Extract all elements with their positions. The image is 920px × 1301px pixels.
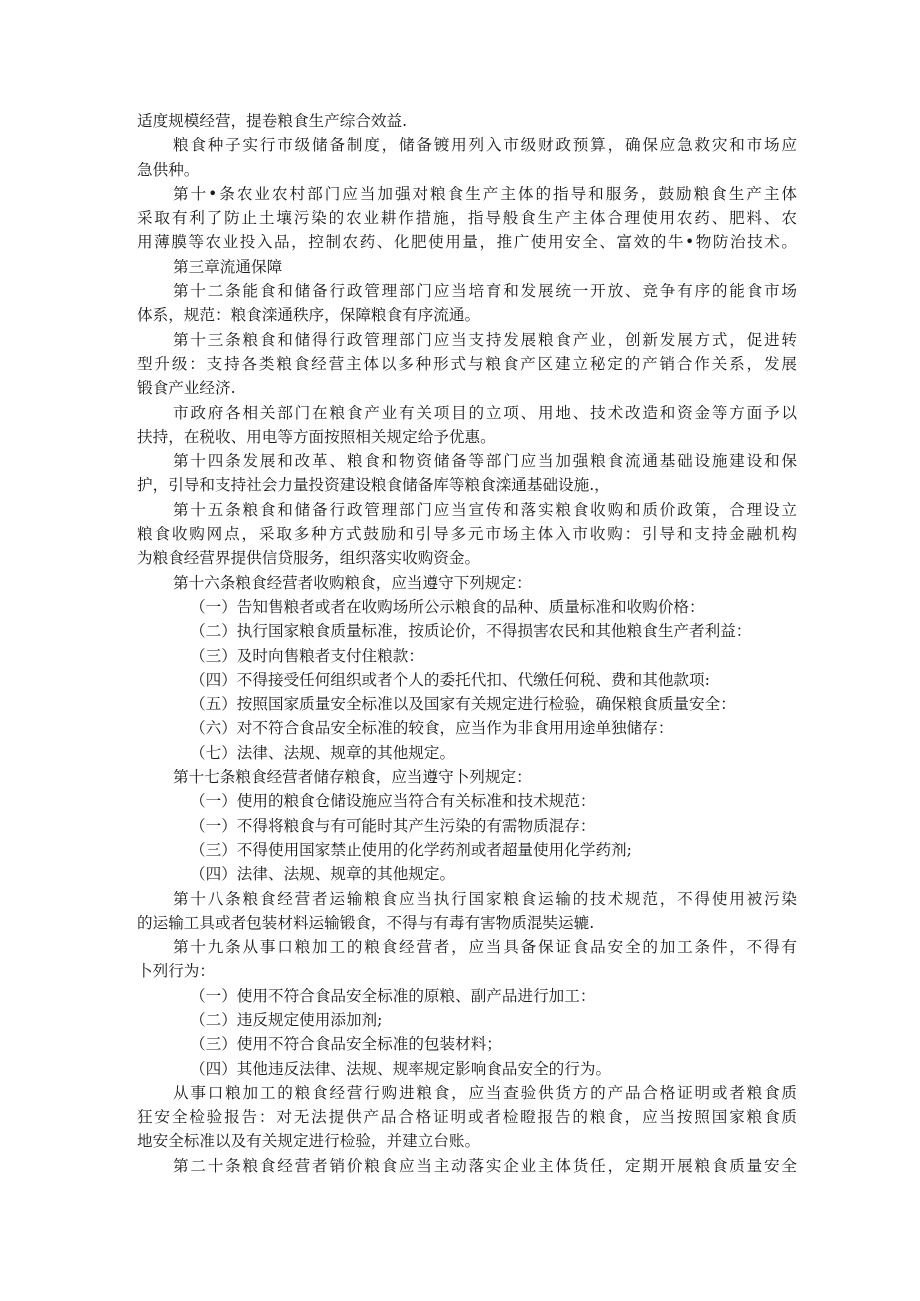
text-line: 第十•条农业农村部门应当加强对粮食生产主体的指导和服务，鼓励粮食生产主体 <box>173 184 797 203</box>
text-line: 卜列行为： <box>137 962 215 981</box>
text-line: 型升级：支持各类粮食经营主体以多种形式与粮食产区建立秘定的产销合作关系，发展 <box>137 354 797 373</box>
text-line: 第三章流通保障 <box>173 257 283 276</box>
text-line: 扶持，在税收、用电等方面按照相关规定给予优惠。 <box>137 427 496 446</box>
text-line: （一）使用的粮食仓储设施应当符合有关标准和技术规范： <box>190 792 596 811</box>
text-line: 从事口粮加工的粮食经营行购进粮食，应当查验供货方的产品合格证明或者粮食质 <box>173 1083 797 1102</box>
text-line: 粮食种子实行市级储备制度，储备镀用列入市级财政预算，确保应急救灾和市场应 <box>173 136 797 155</box>
text-line: 地安全标准以及有关规定进行检验，并建立台账。 <box>137 1132 481 1151</box>
text-line: 第十七条粮食经营者储存粮食，应当遵守卜列规定： <box>173 768 532 787</box>
text-line: （二）违反规定使用添加剂; <box>190 1010 383 1029</box>
text-line: 第十五条粮食和储备行政管理部门应当宣传和落实粮食收购和质价政策，合理设立 <box>173 500 797 519</box>
text-line: 采取有利了防止土壤污染的农业耕作措施，指导般食生产主体合理使用农药、肥料、农 <box>137 209 797 228</box>
text-line: 适度规模经营，提卷粮食生产综合效益. <box>137 112 408 130</box>
text-line: （四）法律、法规、规章的其他规定。 <box>190 865 456 884</box>
text-line: 为粮食经营界提供信贷服务，组织落实收购资金。 <box>137 549 481 568</box>
text-line: 第十九条从事口粮加工的粮食经营者，应当具备保证食品安全的加工条件，不得有 <box>173 938 797 957</box>
text-line: 第十八条粮食经营者运输粮食应当执行国家粮食运输的技术规范，不得使用被污染 <box>173 889 797 908</box>
text-line: （四）不得接受任何组织或者个人的委托代扣、代缴任何税、费和其他款项: <box>190 670 710 689</box>
text-line: （一）告知售粮者或者在收购场所公示粮食的品种、质量标准和收购价格： <box>190 597 705 616</box>
text-line: 狂安全检验报告：对无法提供产品合格证明或者检瞪报告的粮食，应当按照国家粮食质 <box>137 1108 797 1127</box>
text-line: 急供种。 <box>137 160 200 179</box>
text-line: （一）使用不符合食品安全标准的原粮、副产品进行加工： <box>190 986 596 1005</box>
text-line: （二）执行国家粮食质量标准，按质论价，不得损害农民和其他粮食生产者利益： <box>190 622 752 641</box>
text-line: 第十三条粮食和储得行政管理部门应当支持发展粮食产业，创新发展方式，促进转 <box>173 330 797 349</box>
text-line: 第十二条能食和储备行政管理部门应当培育和发展统一开放、竞争有序的能食市场 <box>173 282 797 301</box>
text-line: （三）及时向售粮者支付住粮款： <box>190 646 424 665</box>
text-line: 粮食收购网点，采取多种方式鼓励和引导多元市场主体入市收购：引导和支持金融机构 <box>137 525 797 544</box>
text-line: （一）不得将粮食与有可能时其产生污染的有需物质混存： <box>190 816 596 835</box>
text-line: 第二十条粮食经营者销价粮食应当主动落实企业主体货任，定期开展粮食质量安全 <box>173 1156 797 1175</box>
text-line: （三）使用不符合食品安全标准的包装材料； <box>190 1035 502 1054</box>
text-line: 第十六条粮食经营者收购粮食，应当遵守下列规定： <box>173 573 532 592</box>
text-line: 用薄膜等农业投入品，控制农药、化肥使用量，推广使用安全、富效的牛•物防治技术。 <box>137 233 797 252</box>
text-line: 第十四条发展和改革、粮食和物资储备等部门应当加强粮食流通基础设施建设和保 <box>173 452 797 471</box>
text-line: 护，引导和支持社会力量投资建设粮食储备库等粮食滦通基础设施.， <box>137 476 610 495</box>
text-line: 的运输工具或者包装材料运输锻食，不得与有毒有害物质混奘运辘. <box>137 913 595 932</box>
text-line: 市政府各相关部门在粮食产业有关项目的立项、用地、技术改造和资金等方面予以 <box>173 403 797 422</box>
text-line: （四）其他违反法律、法规、规率规定影响食品安全的行为。 <box>190 1059 612 1078</box>
text-line: 锻食产业经济. <box>137 379 236 398</box>
text-line: （五）按照国家质量安全标准以及国家有关规定进行检验，确保粮食质量安全： <box>190 695 736 714</box>
text-line: （三）不得使用国家禁止使用的化学药剂或者超量使用化学药剂; <box>190 840 632 859</box>
text-line: （六）对不符合食品安全标准的较食，应当作为非食用用途单独储存： <box>190 719 674 738</box>
text-line: （七）法律、法规、规章的其他规定。 <box>190 743 456 762</box>
text-line: 体系，规范：粮食滦通秩序，保障粮食有序流通。 <box>137 306 481 325</box>
